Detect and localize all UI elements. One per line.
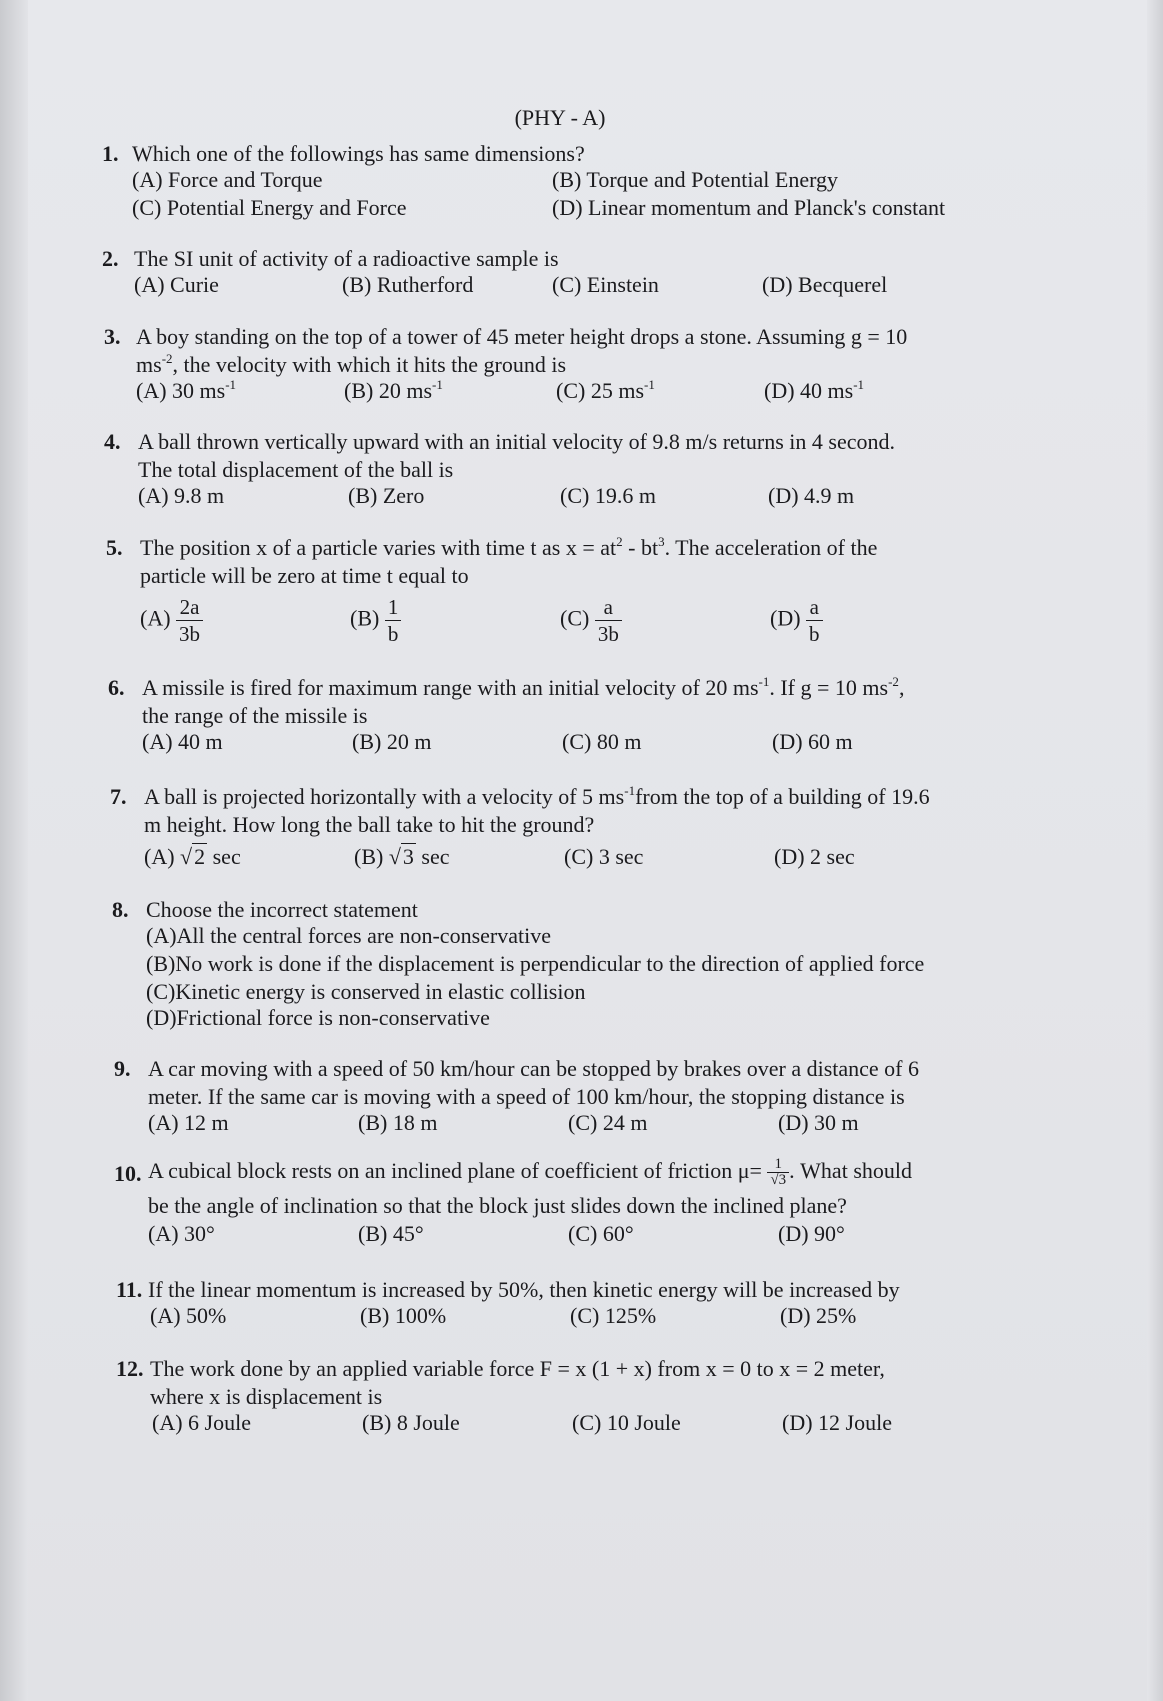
- option-b: (B) 20 $ms^{-1}$: [344, 376, 443, 403]
- option-d: (D) 12 Joule: [782, 1410, 892, 1435]
- option-c: (C) 125%: [570, 1303, 657, 1328]
- option-b: (B) √3 sec: [354, 844, 450, 869]
- option-d: (D) 60 m: [772, 729, 853, 754]
- option-c: (C) 19.6 m: [560, 483, 656, 508]
- question-number: 1.: [102, 141, 119, 166]
- question-text: The work done by an applied variable force F = x (1 + x) from x = 0 to x = 2 meter,: [150, 1356, 885, 1381]
- option-d: (D) 30 m: [778, 1110, 859, 1135]
- option-d: (D) 4.9 m: [768, 483, 855, 508]
- question-text: The position x of a particle varies with time t as $x = at^2 - bt^3$. The acceleration of the: [140, 533, 878, 560]
- question-text: be the angle of inclination so that the block just slides down the inclined plane?: [148, 1193, 847, 1218]
- option-b: (B) Rutherford: [342, 272, 474, 297]
- option-a: (A) 6 Joule: [152, 1410, 251, 1435]
- question-number: 8.: [112, 897, 129, 922]
- option-b: (B) 100%: [360, 1303, 447, 1328]
- option-c: (C) 3 sec: [564, 844, 644, 869]
- question-number: 3.: [104, 324, 121, 349]
- question-text: A cubical block rests on an inclined plane of coefficient of friction μ= $\frac{1}{√3}$ . What should: [148, 1156, 912, 1189]
- option-a: (A) 40 m: [142, 729, 223, 754]
- question-number: 12.: [116, 1356, 144, 1381]
- question-number: 2.: [102, 246, 119, 271]
- question-number: 7.: [110, 784, 127, 809]
- option-d: (D)Frictional force is non-conservative: [146, 1005, 490, 1030]
- question-text: A ball thrown vertically upward with an initial velocity of 9.8 m/s returns in 4 second.: [138, 429, 896, 454]
- option-a: (A) √2 sec: [144, 844, 241, 869]
- option-b: (B) 20 m: [352, 729, 432, 754]
- option-a: (A)All the central forces are non-conservative: [146, 923, 551, 948]
- question-text: particle will be zero at time t equal to: [140, 563, 469, 588]
- option-a: (A) 12 m: [148, 1110, 229, 1135]
- question-text: If the linear momentum is increased by 50%, then kinetic energy will be increased by: [148, 1277, 900, 1302]
- option-b: (B) 45°: [358, 1221, 424, 1246]
- question-text: The total displacement of the ball is: [138, 457, 454, 482]
- option-c: (C) 80 m: [562, 729, 642, 754]
- option-c: (C) $\frac{a}{3b}$: [560, 594, 622, 647]
- question-text: A missile is fired for maximum range with an initial velocity of 20 $ms^{-1}$. If g = 10 $ms^{-2}$,: [142, 673, 905, 700]
- page-edge-left: [0, 0, 28, 1701]
- option-a: (A) 30°: [148, 1221, 215, 1246]
- option-c: (C) 10 Joule: [572, 1410, 681, 1435]
- question-text: The SI unit of activity of a radioactive sample is: [134, 246, 559, 271]
- option-c: (C) Einstein: [552, 272, 659, 297]
- question-text: $ms^{-2}$, the velocity with which it hits the ground is: [136, 350, 567, 377]
- question-number: 9.: [114, 1056, 131, 1081]
- question-text: A car moving with a speed of 50 km/hour can be stopped by brakes over a distance of 6: [148, 1056, 920, 1081]
- question-text: Choose the incorrect statement: [146, 897, 418, 922]
- option-b: (B) 18 m: [358, 1110, 438, 1135]
- option-c: (C) 60°: [568, 1221, 634, 1246]
- question-text: where x is displacement is: [150, 1384, 383, 1409]
- option-b: (B) 8 Joule: [362, 1410, 460, 1435]
- paper-code-header: (PHY - A): [514, 105, 606, 130]
- option-b: (B) Torque and Potential Energy: [552, 167, 839, 192]
- page-edge-right: [1147, 0, 1163, 1701]
- option-d: (D) Becquerel: [762, 272, 888, 297]
- option-a: (A) Curie: [134, 272, 219, 297]
- option-c: (C) Potential Energy and Force: [132, 195, 407, 220]
- option-d: (D) $\frac{a}{b}$: [770, 594, 823, 647]
- question-text: m height. How long the ball take to hit the ground?: [144, 812, 595, 837]
- option-c: (C)Kinetic energy is conserved in elastic collision: [146, 979, 586, 1004]
- option-a: (A) 50%: [150, 1303, 227, 1328]
- question-text: A ball is projected horizontally with a velocity of 5 $ms^{-1}from$ the top of a building of 19.6: [144, 782, 930, 809]
- question-number: 5.: [106, 535, 123, 560]
- option-a: (A) Force and Torque: [132, 167, 323, 192]
- option-a: (A) 9.8 m: [138, 483, 225, 508]
- question-number: 10.: [114, 1161, 142, 1186]
- option-b: (B)No work is done if the displacement is perpendicular to the direction of applied force: [146, 951, 925, 976]
- question-text: the range of the missile is: [142, 703, 368, 728]
- question-number: 11.: [116, 1277, 143, 1302]
- option-a: (A) 30 $ms^{-1}$: [136, 376, 237, 403]
- option-b: (B) $\frac{1}{b}$: [350, 594, 401, 647]
- option-c: (C) 24 m: [568, 1110, 648, 1135]
- option-d: (D) 2 sec: [774, 844, 855, 869]
- option-d: (D) 90°: [778, 1221, 845, 1246]
- question-text: Which one of the followings has same dimensions?: [132, 141, 585, 166]
- question-text: A boy standing on the top of a tower of 45 meter height drops a stone. Assuming g = 10: [136, 324, 908, 349]
- question-text: meter. If the same car is moving with a speed of 100 km/hour, the stopping distance is: [148, 1084, 905, 1109]
- option-b: (B) Zero: [348, 483, 425, 508]
- option-d: (D) 25%: [780, 1303, 857, 1328]
- question-number: 6.: [108, 675, 125, 700]
- option-c: (C) 25 $ms^{-1}$: [556, 376, 655, 403]
- question-number: 4.: [104, 429, 121, 454]
- option-d: (D) 40 $ms^{-1}$: [764, 376, 865, 403]
- option-d: (D) Linear momentum and Planck's constant: [552, 195, 946, 220]
- option-a: (A) $\frac{2a}{3b}$: [140, 594, 203, 647]
